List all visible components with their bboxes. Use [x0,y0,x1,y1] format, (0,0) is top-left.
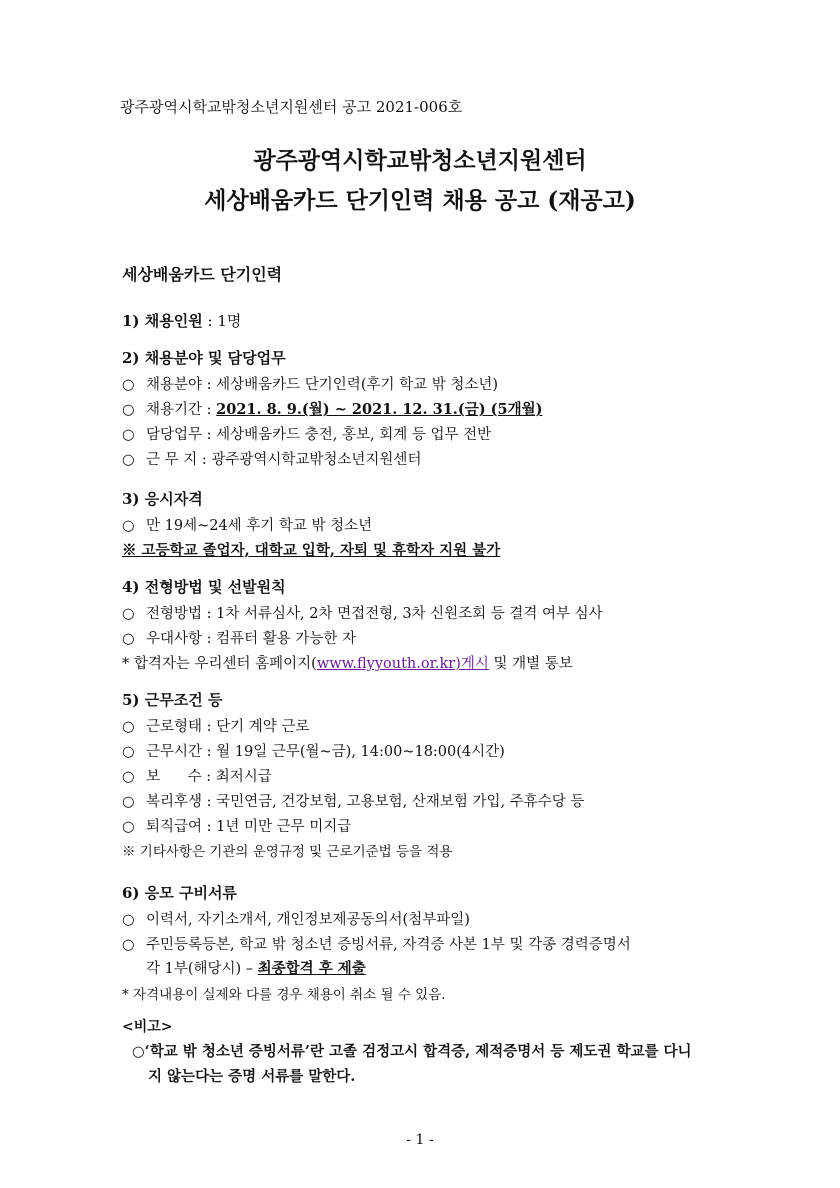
period-label: 채용기간 : [146,402,217,418]
document-item-1 [122,908,470,929]
remarks-text-line-2: 지 않는다는 증명 서류를 말한다. [148,1068,356,1085]
remarks-heading: <비고> [122,1019,173,1035]
remarks-text-line-1: ○‘학교 밖 청소년 증빙서류’란 고졸 검정고시 합격증, 제적증명서 등 제도권 학교를 다니 [132,1043,692,1060]
section-3-heading: 3) 응시자격 [122,490,203,508]
title-line-1: 광주광역시학교밖청소년지원센터 [253,147,587,174]
bullet-icon: ○ [122,769,135,785]
severance-value: 1년 미만 근무 미지급 [216,819,352,835]
documents-note: * 자격내용이 실제와 다를 경우 채용이 취소 될 수 있음. [122,987,446,1003]
work-type-row [122,715,309,736]
announcement-note [122,652,573,673]
work-hours-row [122,740,505,761]
period-value: 2021. 8. 9.(월) ~ 2021. 12. 31.(금) (5개월) [216,401,543,418]
pay-label: 보 수 : [146,769,216,785]
welfare-label: 복리후생 : [146,794,217,810]
place-value: 광주광역시학교밖청소년지원센터 [211,452,422,468]
section-1-sep: : [202,312,218,330]
section-5-heading: 5) 근무조건 등 [122,691,223,709]
section-2-heading: 2) 채용분야 및 담당업무 [122,349,286,367]
method-row [122,602,603,623]
method-value: 1차 서류심사, 2차 면접전형, 3차 신원조회 등 결격 여부 심사 [216,606,603,622]
work-hours-label: 근무시간 : [146,744,217,760]
bullet-icon: ○ [122,606,135,622]
section-4-heading: 4) 전형방법 및 선발원칙 [122,578,286,596]
final-submission-note: 최종합격 후 제출 [257,960,366,977]
pay-row [122,765,272,786]
duty-row [122,423,491,444]
work-type-value: 단기 계약 근로 [216,719,310,735]
bullet-icon: ○ [122,631,135,647]
field-row [122,373,498,394]
section-1-label: 1) 채용인원 [122,312,203,330]
eligibility-value: 만 19세~24세 후기 학교 밖 청소년 [146,518,373,534]
place-row [122,448,421,469]
welfare-row [122,790,584,811]
preference-label: 우대사항 : [146,631,217,647]
bullet-icon: ○ [122,402,135,418]
note-pre: * 합격자는 우리센터 홈페이지( [122,656,317,672]
page-number: - 1 - [406,1132,434,1148]
work-hours-value: 월 19일 근무(월~금), 14:00~18:00(4시간) [216,744,505,760]
work-type-label: 근로형태 : [146,719,217,735]
bullet-icon: ○ [122,427,135,443]
bullet-icon: ○ [122,794,135,810]
preference-value: 컴퓨터 활용 가능한 자 [216,631,357,647]
severance-label: 퇴직급여 : [146,819,217,835]
bullet-icon: ○ [122,937,135,953]
section-1-value: 1명 [217,312,242,330]
bullet-icon: ○ [122,744,135,760]
document-item-2-text: 주민등록등본, 학교 밖 청소년 증빙서류, 자격증 사본 1부 및 각종 경력증명서 [146,937,631,953]
document-item-2 [122,933,631,954]
preference-row [122,627,356,648]
field-value: 세상배움카드 단기인력(후기 학교 밖 청소년) [216,377,499,393]
eligibility-note: ※ 고등학교 졸업자, 대학교 입학, 자퇴 및 휴학자 지원 불가 [122,542,501,559]
homepage-link[interactable]: www.flyyouth.or.kr)게시 [316,656,489,672]
duty-value: 세상배움카드 충전, 홍보, 회계 등 업무 전반 [216,427,492,443]
severance-row [122,815,351,836]
period-row [122,398,542,419]
bullet-icon: ○ [122,377,135,393]
field-label: 채용분야 : [146,377,217,393]
method-label: 전형방법 : [146,606,217,622]
notice-number: 광주광역시학교밖청소년지원센터 공고 2021-006호 [120,98,463,116]
subheading: 세상배움카드 단기인력 [122,265,283,284]
place-label: 근 무 지 : [146,452,212,468]
eligibility-row [122,514,372,535]
bullet-icon: ○ [122,819,135,835]
section-6-heading: 6) 응모 구비서류 [122,884,237,902]
duty-label: 담당업무 : [146,427,217,443]
conditions-note: ※ 기타사항은 기관의 운영규정 및 근로기준법 등을 적용 [122,844,453,860]
section-1 [122,310,241,331]
document-item-2-text-cont: 각 1부(해당시) – [146,961,258,977]
bullet-icon: ○ [122,719,135,735]
document-item-2-cont [122,957,366,978]
note-post: 및 개별 통보 [488,656,573,672]
bullet-icon: ○ [122,912,135,928]
welfare-value: 국민연금, 건강보험, 고용보험, 산재보험 가입, 주휴수당 등 [216,794,585,810]
bullet-icon: ○ [122,452,135,468]
document-item-1-text: 이력서, 자기소개서, 개인정보제공동의서(첨부파일) [146,912,470,928]
bullet-icon: ○ [122,518,135,534]
pay-value: 최저시급 [215,769,272,785]
title-line-2: 세상배움카드 단기인력 채용 공고 (재공고) [204,187,636,214]
